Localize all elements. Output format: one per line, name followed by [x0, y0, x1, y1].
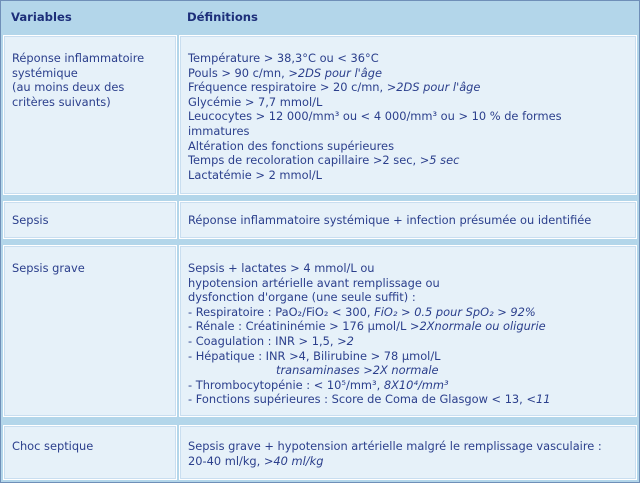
criterion-recoloration: Temps de recoloration capillaire >2 sec, >5 sec	[188, 153, 460, 168]
sg-line-fonctions: - Fonctions supérieures : Score de Coma de Glasgow < 13, <11	[188, 392, 551, 407]
criterion-alteration: Altération des fonctions supérieures	[188, 138, 395, 153]
variable-cell-choc-septique	[3, 425, 177, 480]
definition-cell-sirs	[179, 35, 637, 195]
criterion-pouls: Pouls > 90 c/mn, >2DS pour l'âge	[188, 65, 382, 80]
variable-cell-sirs	[3, 35, 177, 195]
header-definitions: Définitions	[187, 10, 258, 24]
variable-cell-sepsis	[3, 201, 177, 239]
sg-line-dysfonction: dysfonction d'organe (une seule suffit) :	[188, 290, 416, 305]
criterion-lactatemie: Lactatémie > 2 mmol/L	[188, 167, 322, 182]
variable-name-sirs: Réponse inflammatoire systémique (au moins deux des critères suivants)	[12, 51, 145, 109]
sg-line-hepatique: - Hépatique : INR >4, Bilirubine > 78 µmol/L	[188, 348, 441, 363]
variable-name-sepsis: Sepsis	[12, 213, 49, 227]
sg-line-respiratoire: - Respiratoire : PaO₂/FiO₂ < 300, FiO₂ > 0.5 pour SpO₂ > 92%	[188, 304, 536, 319]
definition-sepsis: Réponse inflammatoire systémique + infection présumée ou identifiée	[188, 213, 592, 227]
criterion-temperature: Température > 38,3°C ou < 36°C	[188, 51, 379, 65]
sg-line-hypotension: hypotension artérielle avant remplissage ou	[188, 275, 440, 290]
criterion-frequence-respiratoire: Fréquence respiratoire > 20 c/mn, >2DS pour l'âge	[188, 80, 481, 95]
header-definitions-cell	[179, 3, 637, 31]
definition-cell-sepsis-grave	[179, 245, 637, 417]
sg-line-transaminases: transaminases >2X normale	[276, 363, 439, 378]
variable-cell-sepsis-grave	[3, 245, 177, 417]
variable-name-choc-septique: Choc septique	[12, 439, 94, 453]
definition-cell-sepsis	[179, 201, 637, 239]
sg-line-lactates: Sepsis + lactates > 4 mmol/L ou	[188, 261, 375, 275]
header-variables-cell	[3, 3, 177, 31]
criterion-glycemie: Glycémie > 7,7 mmol/L	[188, 94, 323, 109]
definition-sepsis-grave	[188, 261, 550, 407]
criterion-leucocytes-cont: immatures	[188, 123, 250, 138]
sg-line-thrombocytopenie: - Thrombocytopénie : < 10⁵/mm³, 8X10⁴/mm³	[188, 377, 449, 392]
header-variables: Variables	[11, 10, 72, 24]
sg-line-coagulation: - Coagulation : INR > 1,5, >2	[188, 333, 354, 348]
variable-name-sepsis-grave: Sepsis grave	[12, 261, 85, 275]
definition-choc-septique: Sepsis grave + hypotension artérielle malgré le remplissage vasculaire : 20-40 ml/kg, >40 ml/kg	[188, 439, 602, 468]
sg-line-renale: - Rénale : Créatininémie > 176 µmol/L >2Xnormale ou oligurie	[188, 319, 546, 334]
definition-cell-choc-septique	[179, 425, 637, 480]
criterion-leucocytes: Leucocytes > 12 000/mm³ ou < 4 000/mm³ ou > 10 % de formes	[188, 109, 562, 124]
definition-sirs	[188, 51, 562, 182]
